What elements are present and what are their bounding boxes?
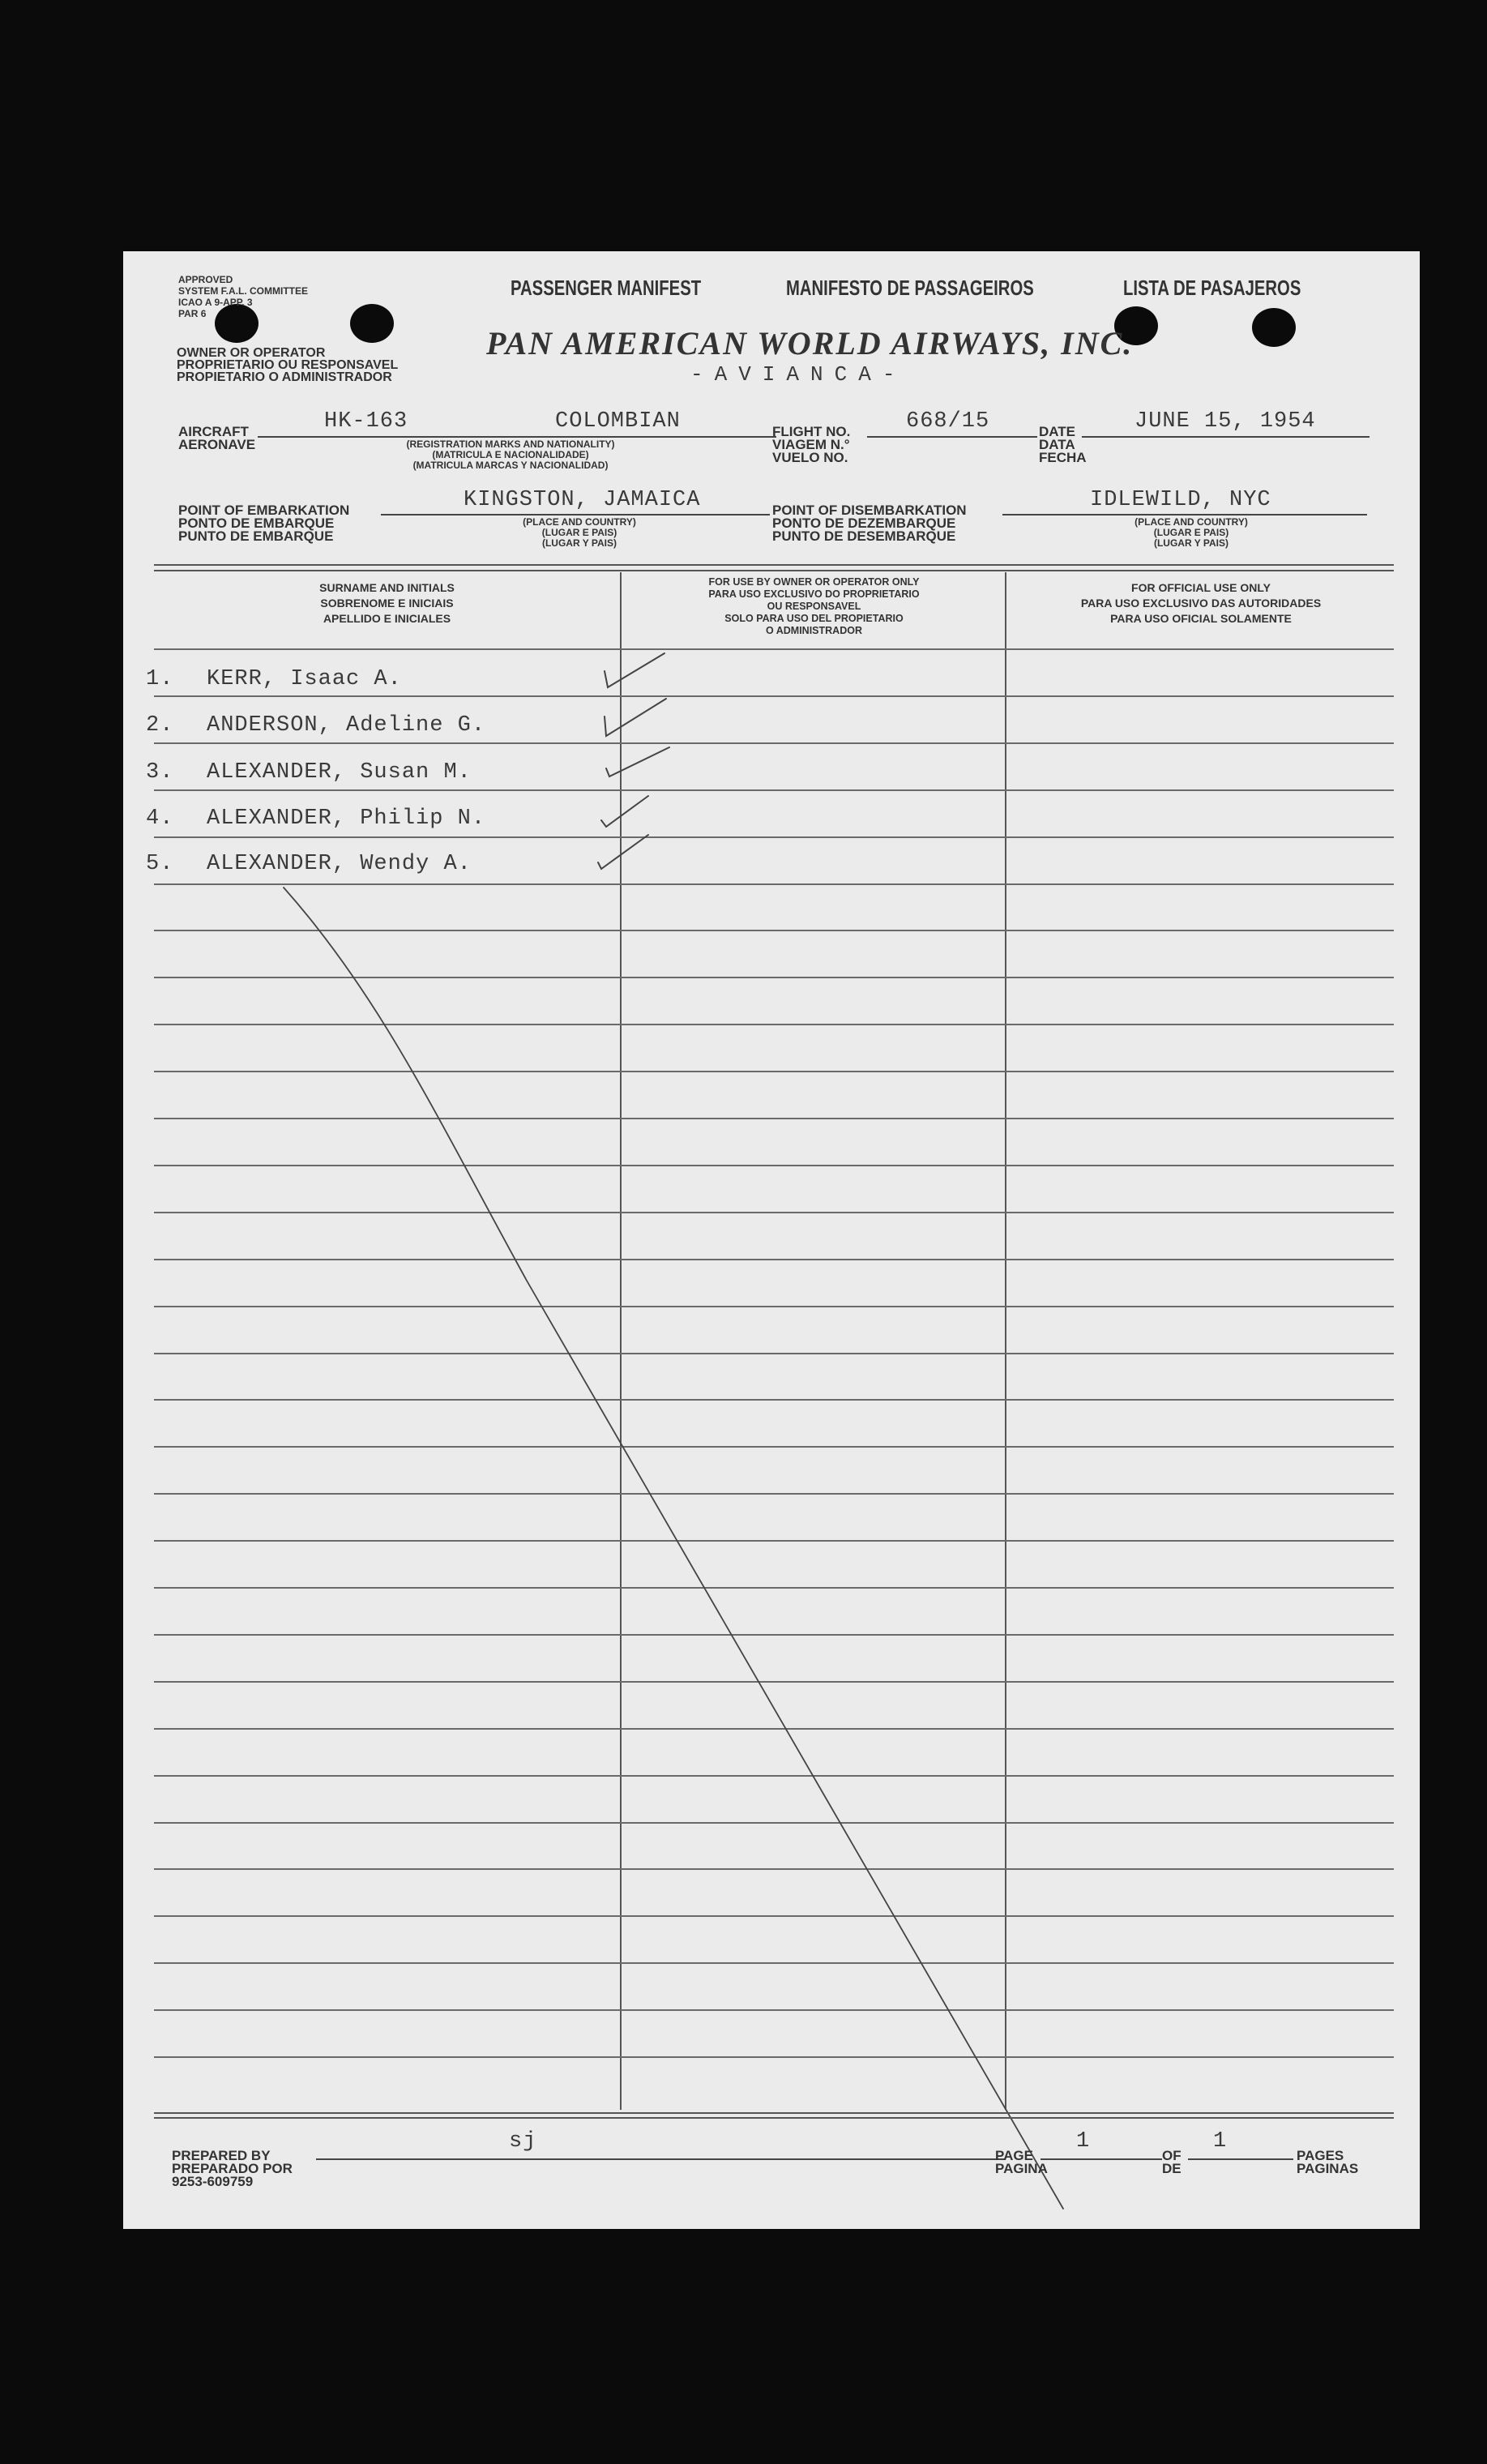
owner-label-pt: PROPRIETARIO OU RESPONSAVEL: [177, 358, 399, 372]
footer-rule-2: [154, 2117, 1394, 2119]
embarkation-label-pt: PONTO DE EMBARQUE: [178, 515, 335, 531]
disembarkation-label-pt: PONTO DE DEZEMBARQUE: [772, 515, 956, 531]
of-label-pt: DE: [1162, 2161, 1181, 2176]
date-label-en: DATE: [1039, 424, 1076, 439]
embarkation-value: KINGSTON, JAMAICA: [464, 488, 701, 512]
title-en: PASSENGER MANIFEST: [511, 276, 702, 300]
owner-label-en: OWNER OR OPERATOR: [177, 346, 326, 360]
prepared-by-label: [172, 2150, 293, 2188]
col-owner-2: PARA USO EXCLUSIVO DO PROPRIETARIO: [708, 588, 920, 600]
total-pages: 1: [1213, 2129, 1228, 2154]
passenger-number: 2.: [146, 713, 174, 738]
passenger-name: KERR, Isaac A.: [207, 667, 402, 691]
disembarkation-value: IDLEWILD, NYC: [1090, 488, 1271, 512]
embarkation-sub-2: (LUGAR E PAIS): [541, 527, 617, 538]
approval-line-3: ICAO A 9-APP. 3: [178, 297, 253, 308]
pages-label: [1297, 2150, 1358, 2175]
owner-label-es: PROPIETARIO O ADMINISTRADOR: [177, 370, 392, 384]
approval-line-4: PAR 6: [178, 308, 207, 319]
flight-label-es: VUELO NO.: [772, 450, 848, 465]
footer-rule: [154, 2112, 1394, 2114]
disembarkation-sub-2: (LUGAR E PAIS): [1153, 527, 1229, 538]
col-official-pt: PARA USO EXCLUSIVO DAS AUTORIDADES: [1080, 597, 1322, 610]
embarkation-sub-1: (PLACE AND COUNTRY): [523, 516, 636, 528]
passenger-number: 4.: [146, 806, 174, 831]
embarkation-sub-3: (LUGAR Y PAIS): [541, 537, 617, 549]
passenger-name: ALEXANDER, Wendy A.: [207, 852, 472, 876]
pages-label-en: PAGES: [1297, 2148, 1344, 2163]
col-names-pt: SOBRENOME E INICIAIS: [320, 597, 454, 610]
title-pt: MANIFESTO DE PASSAGEIROS: [786, 276, 1034, 300]
aircraft-registration: HK-163: [324, 409, 408, 434]
form-number: 9253-609759: [172, 2174, 254, 2189]
title-es: LISTA DE PASAJEROS: [1123, 276, 1301, 300]
page-label: [995, 2150, 1048, 2175]
col-owner-4: SOLO PARA USO DEL PROPIETARIO: [724, 613, 904, 624]
page-underline: [1040, 2158, 1162, 2160]
page-number: 1: [1076, 2129, 1091, 2154]
col-owner-3: OU RESPONSAVEL: [767, 601, 861, 612]
operator-name: PAN AMERICAN WORLD AIRWAYS, INC.: [486, 325, 1134, 361]
aircraft-label-pt: AERONAVE: [178, 437, 256, 452]
operator-sub: -AVIANCA-: [690, 362, 907, 387]
disembarkation-label-es: PUNTO DE DESEMBARQUE: [772, 528, 956, 544]
disembarkation-sub-1: (PLACE AND COUNTRY): [1134, 516, 1248, 528]
passenger-number: 3.: [146, 760, 174, 785]
embarkation-label-en: POINT OF EMBARKATION: [178, 503, 350, 518]
pages-label-pt: PAGINAS: [1297, 2161, 1359, 2176]
flight-number: 668/15: [906, 409, 990, 434]
col-owner-1: FOR USE BY OWNER OR OPERATOR ONLY: [708, 576, 920, 588]
col-names-es: APELLIDO E INICIALES: [323, 612, 451, 625]
date-label-pt: DATA: [1039, 437, 1075, 452]
page-label-pt: PAGINA: [995, 2161, 1048, 2176]
disembarkation-sub-3: (LUGAR Y PAIS): [1153, 537, 1228, 549]
approval-line-1: APPROVED: [178, 274, 233, 285]
flight-date: JUNE 15, 1954: [1134, 409, 1316, 434]
col-official-en: FOR OFFICIAL USE ONLY: [1131, 581, 1271, 594]
prepared-by-underline: [316, 2158, 1005, 2160]
approval-line-2: SYSTEM F.A.L. COMMITTEE: [178, 285, 309, 297]
page-label-en: PAGE: [995, 2148, 1033, 2163]
aircraft-sub-2: (MATRICULA E NACIONALIDADE): [432, 449, 589, 460]
flight-label-pt: VIAGEM N.°: [772, 437, 850, 452]
passenger-number: 5.: [146, 852, 174, 876]
prepared-by-pt: PREPARADO POR: [172, 2161, 293, 2176]
check-mark-5: [598, 835, 648, 869]
col-names-en: SURNAME AND INITIALS: [319, 581, 455, 594]
cancel-diagonal-line: [284, 888, 1063, 2209]
embarkation-label-es: PUNTO DE EMBARQUE: [178, 528, 334, 544]
col-official-es: PARA USO OFICIAL SOLAMENTE: [1110, 612, 1292, 625]
prepared-by-en: PREPARED BY: [172, 2148, 271, 2163]
date-label-es: FECHA: [1039, 450, 1087, 465]
check-mark-4: [601, 796, 648, 827]
passenger-name: ALEXANDER, Philip N.: [207, 806, 486, 831]
aircraft-sub-3: (MATRICULA MARCAS Y NACIONALIDAD): [412, 460, 609, 471]
check-mark-3: [606, 747, 669, 776]
of-label: [1162, 2150, 1181, 2175]
check-mark-2: [605, 699, 666, 736]
passenger-number: 1.: [146, 667, 174, 691]
preparer-initials: sj: [509, 2129, 537, 2154]
of-label-en: OF: [1162, 2148, 1181, 2163]
passenger-name: ANDERSON, Adeline G.: [207, 713, 486, 738]
flight-label-en: FLIGHT NO.: [772, 424, 851, 439]
col-owner-5: O ADMINISTRADOR: [766, 625, 862, 636]
disembarkation-label-en: POINT OF DISEMBARKATION: [772, 503, 967, 518]
check-mark-1: [605, 653, 664, 687]
passenger-name: ALEXANDER, Susan M.: [207, 760, 472, 785]
aircraft-label-en: AIRCRAFT: [178, 424, 249, 439]
total-underline: [1188, 2158, 1293, 2160]
aircraft-nationality: COLOMBIAN: [555, 409, 681, 434]
aircraft-sub-1: (REGISTRATION MARKS AND NATIONALITY): [406, 438, 615, 450]
